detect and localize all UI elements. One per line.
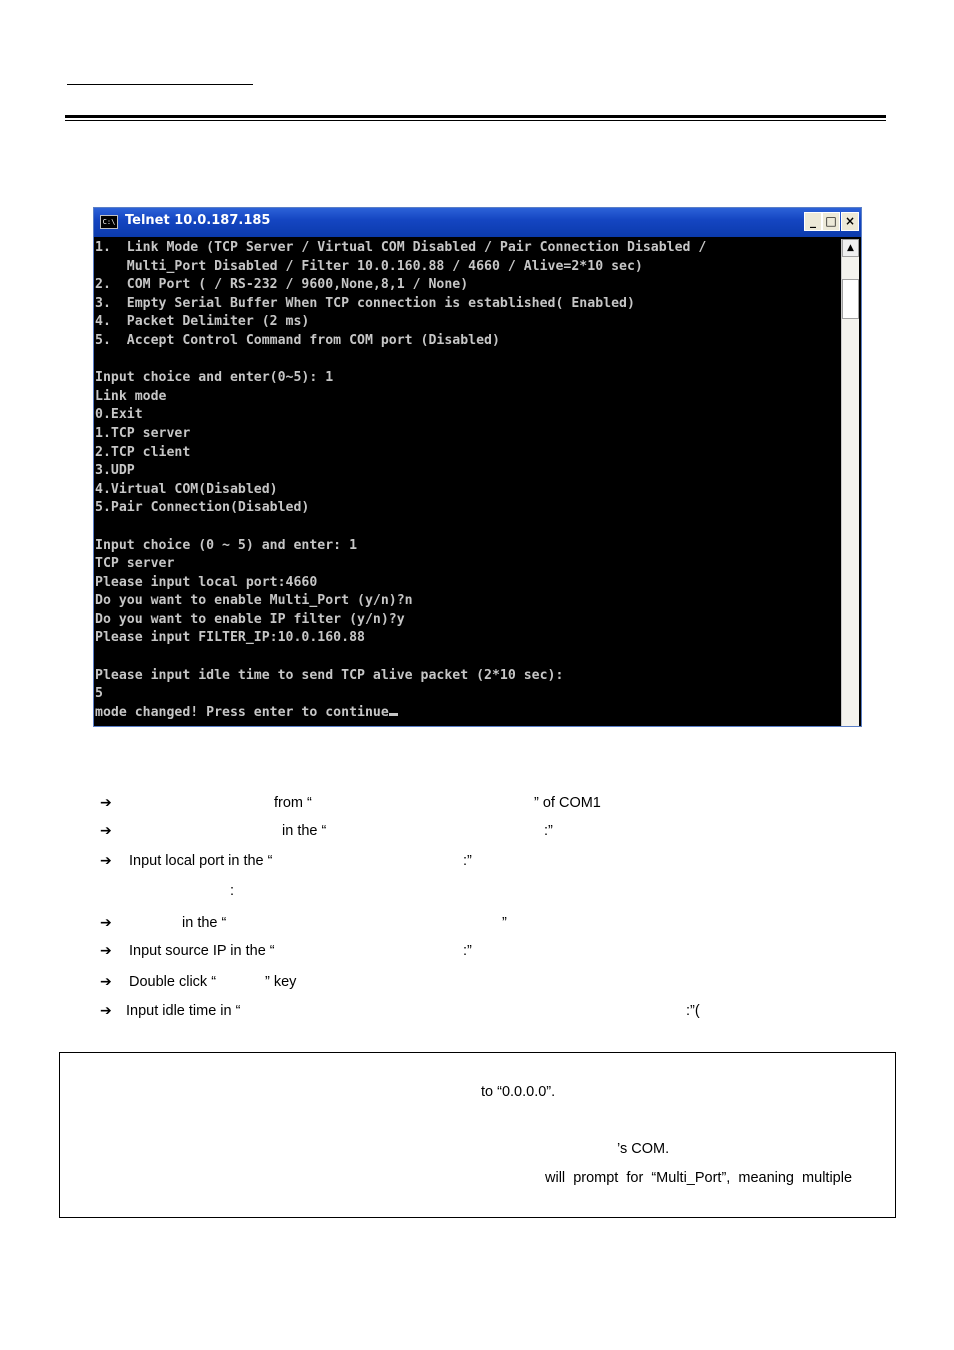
list-item: ➔ in the “ :” [100, 823, 553, 839]
arrow-icon: ➔ [100, 795, 112, 811]
console-line: Link mode [95, 388, 167, 404]
note-box [59, 1052, 896, 1218]
console-line [95, 518, 837, 537]
list-item: ➔ Input local port in the “ :” [100, 853, 472, 869]
list-item: ➔ in the “ ” [100, 915, 507, 931]
console-line: Input choice and enter(0~5): 1 [95, 370, 334, 386]
console-line: 3. Empty Serial Buffer When TCP connection is established( Enabled) [95, 295, 635, 311]
console-line: Input choice (0 ~ 5) and enter: 1 [95, 537, 358, 553]
header-underline [67, 84, 253, 85]
console-line: TCP server [95, 556, 175, 572]
console-line: mode changed! Press enter to continue [95, 704, 837, 723]
console-line: 5 [95, 686, 103, 702]
list-item: ➔ Double click “ ” key [100, 974, 297, 990]
note-line: ’s COM. [617, 1141, 670, 1157]
arrow-icon: ➔ [100, 915, 112, 931]
window-title: Telnet 10.0.187.185 [125, 213, 271, 228]
list-item: ➔ Input idle time in “ :”( [100, 1003, 700, 1019]
console-line: 4.Virtual COM(Disabled) [95, 481, 278, 497]
console-line: Please input local port:4660 [95, 574, 318, 590]
arrow-icon: ➔ [100, 974, 112, 990]
console-line: 2.TCP client [95, 444, 191, 460]
console-line: Do you want to enable IP filter (y/n)?y [95, 611, 405, 627]
console-line: Do you want to enable Multi_Port (y/n)?n [95, 593, 413, 609]
console-line [95, 648, 837, 667]
telnet-window [93, 207, 862, 727]
console-output[interactable] [95, 239, 837, 727]
console-line: 5.Pair Connection(Disabled) [95, 500, 310, 516]
title-bar[interactable] [94, 208, 861, 237]
header-rule [65, 115, 886, 118]
console-line: 2. COM Port ( / RS-232 / 9600,None,8,1 / None) [95, 277, 469, 293]
scroll-up-icon[interactable]: ▲ [842, 239, 859, 257]
arrow-icon: ➔ [100, 1003, 112, 1019]
scroll-thumb[interactable] [842, 279, 859, 319]
console-line: 0.Exit [95, 407, 143, 423]
console-line: 1.TCP server [95, 425, 191, 441]
console-line: Please input idle time to send TCP alive packet (2*10 sec): [95, 667, 564, 683]
maximize-button[interactable]: □ [822, 212, 840, 231]
console-line: 3.UDP [95, 463, 135, 479]
minimize-button[interactable]: _ [804, 212, 822, 231]
console-line: Multi_Port Disabled / Filter 10.0.160.88 / 4660 / Alive=2*10 sec) [95, 258, 643, 274]
console-line: 4. Packet Delimiter (2 ms) [95, 314, 310, 330]
arrow-icon: ➔ [100, 823, 112, 839]
note-line: will prompt for “Multi_Port”, meaning multiple [545, 1170, 853, 1186]
note-line: to “0.0.0.0”. [481, 1084, 556, 1100]
list-item: ➔ from “ ” of COM1 [100, 795, 601, 811]
console-line: 5. Accept Control Command from COM port (Disabled) [95, 332, 500, 348]
console-line: Please input FILTER_IP:10.0.160.88 [95, 630, 365, 646]
header-rule-thin [65, 120, 886, 121]
list-item: ➔ Input source IP in the “ :” [100, 943, 472, 959]
arrow-icon: ➔ [100, 943, 112, 959]
vertical-scrollbar[interactable] [841, 239, 859, 727]
text-cursor [389, 713, 398, 716]
close-button[interactable]: × [841, 212, 859, 231]
console-line [95, 351, 837, 370]
console-line: 1. Link Mode (TCP Server / Virtual COM Disabled / Pair Connection Disabled / [95, 240, 707, 255]
console-icon: C:\ [100, 215, 118, 229]
arrow-icon: ➔ [100, 853, 112, 869]
